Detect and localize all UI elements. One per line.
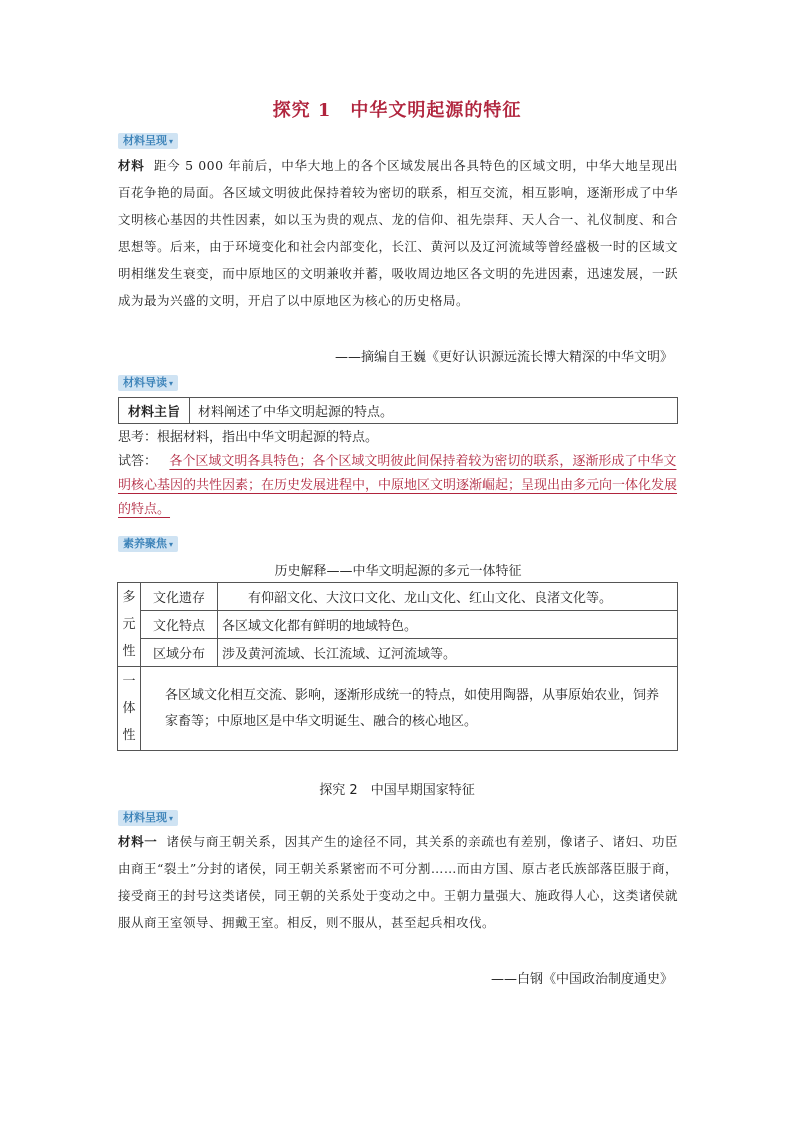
- material-label-2: 材料一: [118, 834, 158, 849]
- answer-label: 试答：: [118, 454, 158, 469]
- row-value: 各区域文化都有鲜明的地域特色。: [218, 611, 678, 639]
- chevron-down-icon: ▾: [169, 540, 174, 549]
- material-tag: [118, 133, 178, 149]
- theme-label: 材料主旨: [119, 398, 190, 424]
- think-question: 思考：根据材料，指出中华文明起源的特点。: [118, 430, 379, 445]
- chevron-down-icon: ▾: [169, 137, 174, 146]
- material-tag-label: 材料呈现: [123, 811, 167, 824]
- chevron-down-icon: ▾: [169, 814, 174, 823]
- row-value: 涉及黄河流域、长江流域、辽河流域等。: [218, 639, 678, 667]
- focus-tag-label: 素养聚焦: [123, 537, 167, 550]
- material-paragraph: [118, 152, 678, 314]
- duoyuan-label: 多元性: [118, 583, 141, 667]
- yiti-text: 各区域文化相互交流、影响，逐渐形成统一的特点，如使用陶器，从事原始农业，饲养家畜等；中原地区是中华文明诞生、融合的核心地区。: [141, 667, 678, 751]
- guide-tag: [118, 375, 178, 391]
- material-label: 材料: [118, 158, 145, 173]
- answer-block: [118, 450, 678, 522]
- section2-title: 探究 2 中国早期国家特征: [319, 783, 475, 798]
- material-paragraph-2: [118, 828, 678, 936]
- theme-table: [118, 397, 678, 424]
- guide-tag-label: 材料导读: [123, 376, 167, 389]
- material-text: 距今 5 000 年前后，中华大地上的各个区域发展出各具特色的区域文明，中华大地呈现出百花争艳的局面。各区域文明彼此保持着较为密切的联系，相互交流，相互影响，逐渐形成了中华文明核心基因的共性因素，如以玉为贵的观点、龙的信仰、祖先崇拜、天人合一、礼仪制度、和合思想等。后来，由于环境变化和社会内部变化，长江、黄河以及辽河流域等曾经盛极一时的区域文明相继发生衰变，而中原地区的文明兼收并蓄，吸收周边地区各文明的先进因素，迅速发展，一跃成为最为兴盛的文明，开启了以中原地区为核心的历史格局。: [118, 158, 678, 308]
- material-tag-label: 材料呈现: [123, 134, 167, 147]
- row-key: 文化特点: [141, 611, 218, 639]
- focus-tag: [118, 536, 178, 552]
- row-key: 文化遗存: [141, 583, 218, 611]
- yiti-label: 一体性: [118, 667, 141, 751]
- chevron-down-icon: ▾: [169, 379, 174, 388]
- page-title: 探究 1 中华文明起源的特征: [272, 100, 522, 121]
- row-value: 有仰韶文化、大汶口文化、龙山文化、红山文化、良渚文化等。: [218, 583, 678, 611]
- material-text-2: 诸侯与商王朝关系，因其产生的途径不同，其关系的亲疏也有差别，像诸子、诸妇、功臣由商王“裂土”分封的诸侯，同王朝关系紧密而不可分割……而由方国、原古老氏族部落臣服于商，接受商王的封号这类诸侯，同王朝的关系处于变动之中。王朝力量强大、施政得人心，这类诸侯就服从商王室领导、拥戴王室。相反，则不服从，甚至起兵相攻伐。: [118, 834, 678, 930]
- table-title: 历史解释——中华文明起源的多元一体特征: [274, 564, 522, 579]
- row-key: 区域分布: [141, 639, 218, 667]
- answer-text: 各个区域文明各具特色；各个区域文明彼此间保持着较为密切的联系，逐渐形成了中华文明核心基因的共性因素；在历史发展进程中，中原地区文明逐渐崛起；呈现出由多元向一体化发展的特点。: [118, 454, 678, 517]
- theme-text: 材料阐述了中华文明起源的特点。: [190, 398, 678, 424]
- material-source: ——摘编自王巍《更好认识源远流长博大精深的中华文明》: [334, 350, 673, 365]
- material-source-2: ——白钢《中国政治制度通史》: [490, 972, 673, 987]
- features-table: [117, 582, 678, 751]
- material-tag-2: [118, 810, 178, 826]
